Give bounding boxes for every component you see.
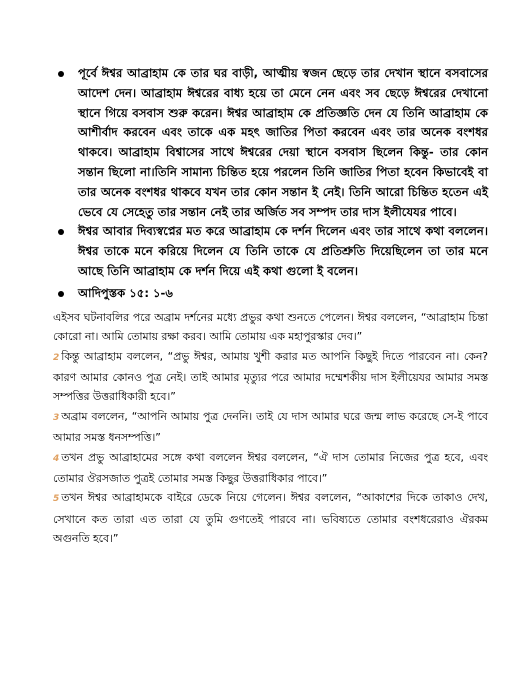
verse-text: অব্রাম বললেন, “আপনি আমায় পুত্র দেননি। তাই যে দাস আমার ঘরে জন্ম লাভ করেছে সে-ই পাবে আমার সমস্ত ধনসম্পত্তি।”	[53, 409, 488, 445]
verse	[53, 488, 488, 548]
verse-text: এইসব ঘটনাবলির পরে অব্রাম দর্শনের মধ্যে প্রভুর কথা শুনতে পেলেন। ঈশ্বর বললেন, “আব্রাহাম চিন্তা কোরো না। আমি তোমায় রক্ষা করব। আমি তোমায় এক মহাপুরস্কার দেব।”	[53, 310, 488, 344]
verse-text: কিন্তু আব্রাহাম বললেন, “প্রভু ঈশ্বর, আমায় খুশী করার মত আপনি কিছুই দিতে পারবেন না। কেন? কারণ আমার কোনও পুত্র নেই। তাই আমার মৃত্যুর পরে আমার দম্মেশকীয় দাস ইলীয়েযর আমার সমস্ত সম্পত্তির উত্তরাধিকারী হবে।”	[53, 349, 488, 404]
verse	[53, 448, 488, 489]
verse	[53, 308, 488, 347]
verse-number: 3	[53, 412, 60, 423]
scripture-reference: আদিপুস্তক ১৫: ১-৬	[78, 285, 173, 300]
bullet-item	[78, 284, 488, 302]
verse	[53, 347, 488, 407]
bullet-dot-icon	[58, 229, 64, 235]
verse-text: তখন প্রভু আব্রাহামের সঙ্গে কথা বললেন ঈশ্বর বললেন, “ঐ দাস তোমার নিজের পুত্র হবে, এবং তোমার ঔরসজাত পুত্রই তোমার সমস্ত কিছুর উত্তরাধিকার পাবে।”	[53, 450, 488, 486]
verse-number: 2	[53, 352, 60, 363]
bullet-paragraph: ঈশ্বর আবার দিব্যস্বপ্নের মত করে আব্রাহাম কে দর্শন দিলেন এবং তার সাথে কথা বললেন। ঈশ্বর তাকে মনে করিয়ে দিলেন যে তিনি তাকে যে প্রতিশ্রুতি দিয়েছিলেন তা তার মনে আছে তিনি আব্রাহাম কে দর্শন দিয়ে এই কথা গুলো ই বলেন।	[78, 224, 488, 278]
bullet-dot-icon	[58, 291, 64, 297]
bullet-item	[78, 222, 488, 281]
bullet-item	[78, 64, 488, 222]
verse-text: তখন ঈশ্বর আব্রাহামকে বাইরে ডেকে নিয়ে গেলেন। ঈশ্বর বললেন, “আকাশের দিকে তাকাও দেখ, সেখানে কত তারা এত তারা যে তুমি গুণতেই পারবে না। ভবিষ্যতে তোমার বংশধরেরাও ঐরকম অগুনতি হবে।”	[53, 491, 488, 546]
bullet-dot-icon	[58, 71, 64, 77]
scripture-passage	[53, 308, 488, 549]
verse-number: 4	[53, 453, 60, 464]
verse-number: 5	[53, 494, 60, 505]
verse	[53, 407, 488, 448]
bullet-paragraph: পূর্বে ঈশ্বর আব্রাহাম কে তার ঘর বাড়ী, আত্মীয় স্বজন ছেড়ে তার দেখান স্থানে বসবাসের আদেশ দেন। আব্রাহাম ঈশ্বরের বাধ্য হয়ে তা মেনে নেন এবং সব ছেড়ে ঈশ্বরের দেখানো স্থানে গিয়ে বসবাস শুরু করেন। ঈশ্বর আব্রাহাম কে প্রতিজ্ঞতি দেন যে তিনি আব্রাহাম কে আশীর্বাদ করবেন এবং তাকে এক মহৎ জাতির পিতা করবেন এবং তার অনেক বংশধর থাকবে। আব্রাহাম বিশ্বাসের সাথে ঈশ্বরের দেয়া স্থানে বসবাস ছিলেন কিন্তু- তার কোন সন্তান ছিলো না।তিনি সামান্য চিন্তিত হয়ে পরলেন তিনি জাতির পিতা হবেন কিভাবেই বা তার অনেক বংশধর থাকবে যখন তার কোন সন্তান ই নেই। তিনি আরো চিন্তিত হতেন এই ভেবে যে সেহেতু তার সন্তান নেই তার অর্জিত সব সম্পদ তার দাস ইলীযেযর পাবে।	[78, 66, 488, 219]
